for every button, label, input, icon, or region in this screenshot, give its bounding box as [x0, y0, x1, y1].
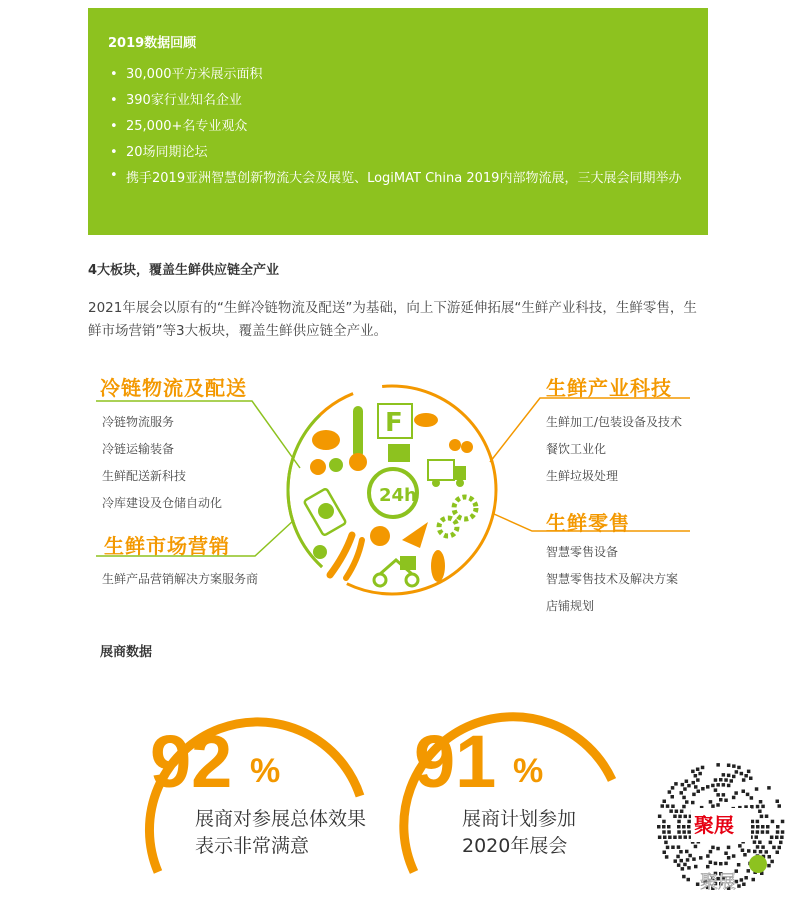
qr-module — [781, 830, 785, 834]
block-item: 智慧零售设备 — [546, 545, 619, 559]
qr-module — [776, 825, 780, 829]
block-item: 冷库建设及仓储自动化 — [102, 496, 223, 510]
review-item: • 30,000平方米展示面积 — [108, 62, 683, 88]
carrot-icon — [402, 522, 428, 548]
qr-module — [711, 846, 715, 850]
qr-module — [732, 854, 736, 858]
stat-label-line: 展商对参展总体效果 — [195, 808, 367, 830]
qr-module — [687, 825, 691, 829]
qr-module — [727, 856, 731, 860]
qr-module — [719, 778, 723, 782]
qr-module — [678, 815, 682, 819]
qr-module — [724, 778, 728, 782]
qr-module — [694, 785, 698, 789]
qr-module — [780, 836, 784, 840]
package-icon — [388, 444, 410, 462]
qr-module — [761, 825, 765, 829]
qr-module — [701, 766, 705, 770]
qr-module — [742, 883, 746, 887]
qr-module — [684, 835, 688, 839]
qr-module — [677, 830, 681, 834]
qr-module — [709, 850, 713, 854]
qr-module — [706, 854, 710, 858]
qr-module — [778, 846, 782, 850]
review-item: • 20场同期论坛 — [108, 140, 683, 166]
qr-module — [683, 787, 687, 791]
qr-module — [687, 820, 691, 824]
qr-module — [719, 798, 723, 802]
qr-module — [746, 793, 750, 797]
block-item: 冷链运输装备 — [102, 442, 175, 456]
qr-module — [673, 836, 677, 840]
qr-module — [776, 800, 780, 804]
block-title-technology: 生鲜产业科技 — [546, 376, 672, 400]
qr-module — [692, 781, 696, 785]
qr-module — [683, 863, 687, 867]
meat-icon — [312, 430, 340, 450]
block-title-marketing: 生鲜市场营销 — [104, 534, 230, 558]
qr-module — [682, 805, 686, 809]
qr-module — [676, 855, 680, 859]
qr-module — [674, 782, 678, 786]
qr-module — [758, 841, 762, 845]
qr-code[interactable] — [654, 760, 788, 894]
qr-module — [671, 795, 675, 799]
qr-module — [658, 836, 662, 840]
connector-line — [494, 514, 690, 531]
qr-module — [756, 820, 760, 824]
cherry-icon — [449, 439, 461, 451]
qr-module — [663, 836, 667, 840]
qr-module — [716, 793, 720, 797]
section-title: 4大板块，覆盖生鲜供应链全产业 — [88, 263, 280, 278]
block-item: 生鲜产品营销解决方案服务商 — [102, 572, 259, 586]
qr-module — [716, 763, 720, 767]
qr-module — [662, 825, 666, 829]
block-title-cold-chain: 冷链物流及配送 — [100, 376, 247, 400]
qr-module — [701, 787, 705, 791]
qr-module — [667, 825, 671, 829]
qr-module — [671, 846, 675, 850]
qr-module — [770, 860, 774, 864]
qr-module — [770, 836, 774, 840]
qr-module — [727, 784, 731, 788]
stat-label-line: 展商计划参加 — [462, 808, 577, 830]
pear-icon — [329, 458, 343, 472]
review-item: • 390家行业知名企业 — [108, 88, 683, 114]
block-title-retail: 生鲜零售 — [546, 511, 630, 535]
qr-module — [677, 845, 681, 849]
qr-module — [685, 800, 689, 804]
qr-module — [675, 810, 679, 814]
qr-module — [724, 799, 728, 803]
review-item: • 携手2019亚洲智慧创新物流大会及展览、LogiMAT China 2019内部物流展，三大展会同期举办 — [108, 166, 683, 189]
exhibitor-data-title: 展商数据 — [100, 645, 153, 660]
qr-module — [744, 774, 748, 778]
qr-module — [688, 854, 692, 858]
qr-module — [679, 850, 683, 854]
qr-module — [714, 778, 718, 782]
block-item: 生鲜垃圾处理 — [546, 469, 619, 483]
qr-module — [662, 820, 666, 824]
qr-module — [750, 805, 754, 809]
qr-module — [657, 825, 661, 829]
qr-module — [761, 830, 765, 834]
review-item: • 25,000+名专业观众 — [108, 114, 683, 140]
qr-module — [677, 825, 681, 829]
qr-module — [692, 793, 696, 797]
qr-module — [734, 791, 738, 795]
qr-module — [680, 791, 684, 795]
hours-label: 24h — [379, 485, 417, 506]
qr-module — [724, 852, 728, 856]
qr-module — [682, 796, 686, 800]
qr-module — [722, 783, 726, 787]
qr-module — [744, 876, 748, 880]
qr-module — [658, 815, 662, 819]
qr-module — [772, 846, 776, 850]
qr-module — [685, 850, 689, 854]
block-item: 生鲜加工/包装设备及技术 — [546, 415, 683, 429]
qr-module — [756, 825, 760, 829]
qr-module — [680, 810, 684, 814]
qr-module — [753, 850, 757, 854]
corn-icon — [431, 550, 445, 582]
qr-module — [781, 820, 785, 824]
qr-module — [685, 780, 689, 784]
qr-module — [719, 862, 723, 866]
qr-module — [732, 764, 736, 768]
strawberry-icon — [370, 526, 390, 546]
connector-line — [96, 401, 300, 468]
qr-module — [740, 878, 744, 882]
qr-module — [747, 869, 751, 873]
qr-module — [698, 772, 702, 776]
block-item: 智慧零售技术及解决方案 — [546, 572, 679, 586]
qr-module — [666, 846, 670, 850]
qr-module — [691, 770, 695, 774]
qr-module — [778, 804, 782, 808]
qr-module — [661, 804, 665, 808]
qr-module — [696, 768, 700, 772]
qr-module — [711, 804, 715, 808]
wechat-icon — [749, 855, 767, 873]
qr-module — [684, 815, 688, 819]
qr-module — [663, 800, 667, 804]
qr-module — [694, 865, 698, 869]
qr-module — [680, 859, 684, 863]
qr-module — [767, 786, 771, 790]
qr-module — [667, 830, 671, 834]
qr-module — [699, 856, 703, 860]
block-item: 生鲜配送新科技 — [102, 469, 187, 483]
stat-unit: % — [513, 752, 544, 790]
qr-module — [671, 786, 675, 790]
qr-module — [714, 862, 718, 866]
qr-module — [756, 805, 760, 809]
qr-module — [687, 784, 691, 788]
stat-unit: % — [250, 752, 281, 790]
qr-module — [722, 773, 726, 777]
qr-module — [682, 875, 686, 879]
qr-module — [767, 864, 771, 868]
qr-module — [687, 830, 691, 834]
qr-module — [769, 841, 773, 845]
qr-module — [756, 845, 760, 849]
qr-module — [709, 800, 713, 804]
qr-module — [727, 764, 731, 768]
qr-module — [742, 790, 746, 794]
qr-module — [694, 845, 698, 849]
stat-label — [462, 806, 576, 860]
qr-module — [664, 841, 668, 845]
connector-line — [490, 398, 690, 462]
f-label: F — [385, 408, 403, 438]
qr-module — [732, 796, 736, 800]
block-item: 店铺规划 — [546, 599, 595, 613]
qr-module — [751, 820, 755, 824]
qr-module — [747, 770, 751, 774]
qr-module — [765, 815, 769, 819]
qr-module — [730, 779, 734, 783]
qr-module — [671, 805, 675, 809]
qr-module — [756, 830, 760, 834]
qr-module — [662, 830, 666, 834]
qr-module — [668, 790, 672, 794]
gear-icon — [439, 518, 457, 536]
qr-module — [732, 775, 736, 779]
truck-icon — [428, 460, 454, 480]
qr-module — [771, 820, 775, 824]
qr-module — [766, 830, 770, 834]
qr-module — [761, 845, 765, 849]
stat-value-satisfaction: 92 — [150, 720, 233, 803]
qr-module — [759, 800, 763, 804]
qr-module — [714, 788, 718, 792]
qr-module — [665, 855, 669, 859]
qr-module — [776, 830, 780, 834]
qr-module — [696, 883, 700, 887]
qr-module — [738, 844, 742, 848]
qr-module — [743, 853, 747, 857]
qr-module — [779, 841, 783, 845]
qr-module — [737, 766, 741, 770]
qr-module — [706, 865, 710, 869]
qr-module — [747, 849, 751, 853]
qr-module — [766, 825, 770, 829]
qr-module — [663, 851, 667, 855]
qr-logo-text: 聚展 — [694, 813, 734, 837]
qr-module — [727, 774, 731, 778]
block-item: 冷链物流服务 — [102, 415, 175, 429]
qr-module — [666, 804, 670, 808]
qr-module — [681, 867, 685, 871]
qr-module — [674, 859, 678, 863]
qr-module — [709, 861, 713, 865]
qr-module — [737, 863, 741, 867]
qr-module — [775, 836, 779, 840]
qr-module — [749, 777, 753, 781]
qr-module — [686, 858, 690, 862]
block-item: 餐饮工业化 — [546, 442, 607, 456]
stat-label-line: 表示非常满意 — [195, 835, 310, 857]
apple-icon — [310, 459, 326, 475]
qr-module — [737, 884, 741, 888]
qr-module — [758, 810, 762, 814]
qr-module — [687, 866, 691, 870]
watermark-text: 聚展 — [700, 872, 736, 893]
qr-module — [716, 847, 720, 851]
stat-label — [195, 806, 366, 860]
qr-module — [711, 784, 715, 788]
qr-module — [751, 825, 755, 829]
qr-module — [681, 783, 685, 787]
qr-module — [706, 785, 710, 789]
qr-module — [722, 793, 726, 797]
qr-module — [668, 836, 672, 840]
stat-value-return: 91 — [414, 720, 497, 803]
qr-module — [765, 850, 769, 854]
qr-module — [669, 809, 673, 813]
qr-module — [759, 850, 763, 854]
qr-module — [687, 878, 691, 882]
qr-module — [724, 862, 728, 866]
qr-module — [750, 796, 754, 800]
qr-module — [761, 805, 765, 809]
qr-module — [697, 790, 701, 794]
qr-module — [691, 801, 695, 805]
gear-icon — [454, 497, 476, 519]
stat-label-line: 2020年展会 — [462, 835, 568, 857]
fish-icon — [414, 413, 438, 427]
qr-module — [741, 849, 745, 853]
qr-module — [682, 825, 686, 829]
review-title: 2019数据回顾 — [108, 36, 197, 51]
qr-module — [716, 783, 720, 787]
qr-module — [752, 878, 756, 882]
qr-module — [673, 815, 677, 819]
qr-module — [678, 835, 682, 839]
qr-module — [692, 857, 696, 861]
qr-module — [760, 815, 764, 819]
qr-module — [682, 830, 686, 834]
qr-module — [694, 774, 698, 778]
qr-module — [677, 820, 681, 824]
grape-icon — [313, 545, 327, 559]
thermometer-icon — [353, 406, 363, 458]
connector-line — [96, 520, 294, 556]
qr-module — [677, 863, 681, 867]
qr-module — [753, 840, 757, 844]
qr-module — [755, 787, 759, 791]
qr-module — [755, 835, 759, 839]
qr-module — [696, 778, 700, 782]
qr-module — [768, 855, 772, 859]
intro-paragraph: 2021年展会以原有的“生鲜冷链物流及配送”为基础，向上下游延伸拓展“生鲜产业科技，生鲜零售，生鲜市场营销”等3大板块，覆盖生鲜供应链全产业。 — [88, 300, 697, 339]
qr-module — [776, 851, 780, 855]
qr-module — [751, 830, 755, 834]
qr-module — [716, 803, 720, 807]
qr-module — [740, 772, 744, 776]
qr-module — [742, 778, 746, 782]
qr-module — [735, 770, 739, 774]
scooter-icon — [374, 574, 386, 586]
qr-module — [727, 846, 731, 850]
